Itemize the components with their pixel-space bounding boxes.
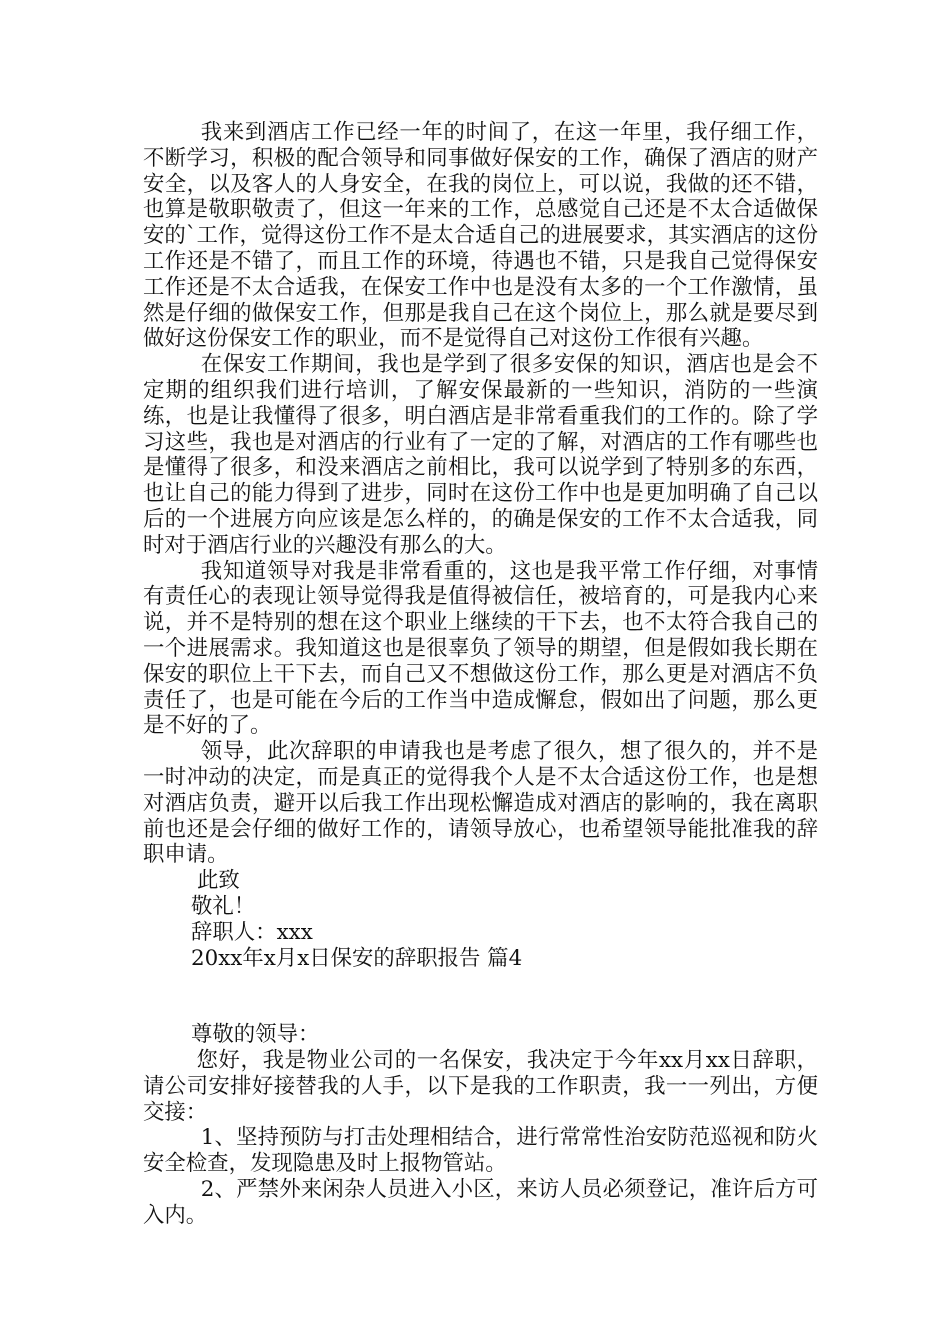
body-paragraph: 在保安工作期间，我也是学到了很多安保的知识，酒店也是会不定期的组织我们进行培训，了解安保最新的一些知识，消防的一些演练，也是让我懂得了很多，明白酒店是非常看重我们的工作的。除了学习这些，我也是对酒店的行业有了一定的了解，对酒店的工作有哪些也是懂得了很多，和没来酒店之前相比，我可以说学到了特别多的东西，也让自己的能力得到了进步，同时在这份工作中也是更加明确了自己以后的一个进展方向应该是怎么样的，的确是保安的工作不太合适我，同时对于酒店行业的兴趣没有那么的大。	[143, 352, 818, 558]
body-paragraph: 我来到酒店工作已经一年的时间了，在这一年里，我仔细工作，不断学习，积极的配合领导和同事做好保安的工作，确保了酒店的财产安全，以及客人的人身安全，在我的岗位上，可以说，我做的还不错，也算是敬职敬责了，但这一年来的工作，总感觉自己还是不太合适做保安的`工作，觉得这份工作不是太合适自己的进展要求，其实酒店的这份工作还是不错了，而且工作的环境，待遇也不错，只是我自己觉得保安工作还是不太合适我，在保安工作中也是没有太多的一个工作激情，虽然是仔细的做保安工作，但那是我自己在这个岗位上，那么就是要尽到做好这份保安工作的职业，而不是觉得自己对这份工作很有兴趣。	[143, 120, 818, 352]
blank-gap	[143, 971, 818, 1022]
list-item: 2、严禁外来闲杂人员进入小区，来访人员必须登记，准许后方可入内。	[143, 1177, 818, 1228]
date-heading: 20xx年x月x日保安的辞职报告 篇4	[191, 945, 523, 971]
body-paragraph: 领导，此次辞职的申请我也是考虑了很久，想了很久的，并不是一时冲动的决定，而是真正的觉得我个人是不太合适这份工作，也是想对酒店负责，避开以后我工作出现松懈造成对酒店的影响的，我在离职前也还是会仔细的做好工作的，请领导放心，也希望领导能批准我的辞职申请。	[143, 739, 818, 868]
signer-line: 辞职人：xxx	[191, 919, 313, 945]
salutation: 尊敬的领导：	[191, 1022, 320, 1048]
body-paragraph: 我知道领导对我是非常看重的，这也是我平常工作仔细，对事情有责任心的表现让领导觉得我是值得被信任，被培育的，可是我内心来说，并不是特别的想在这个职业上继续的干下去，也不太符合我自己的一个进展需求。我知道这也是很辜负了领导的期望，但是假如我长期在保安的职位上干下去，而自己又不想做这份工作，那么更是对酒店不负责任了，也是可能在今后的工作当中造成懈怠，假如出了问题，那么更是不好的了。	[143, 558, 818, 739]
body-paragraph: 您好，我是物业公司的一名保安，我决定于今年xx月xx日辞职，请公司安排好接替我的人手，以下是我的工作职责，我一一列出，方便交接：	[143, 1048, 818, 1125]
closing-line: 此致	[197, 868, 240, 894]
list-item: 1、坚持预防与打击处理相结合，进行常常性治安防范巡视和防火安全检查，发现隐患及时上报物管站。	[143, 1125, 818, 1177]
closing-salute: 敬礼！	[191, 893, 256, 919]
document-page	[143, 120, 818, 1229]
